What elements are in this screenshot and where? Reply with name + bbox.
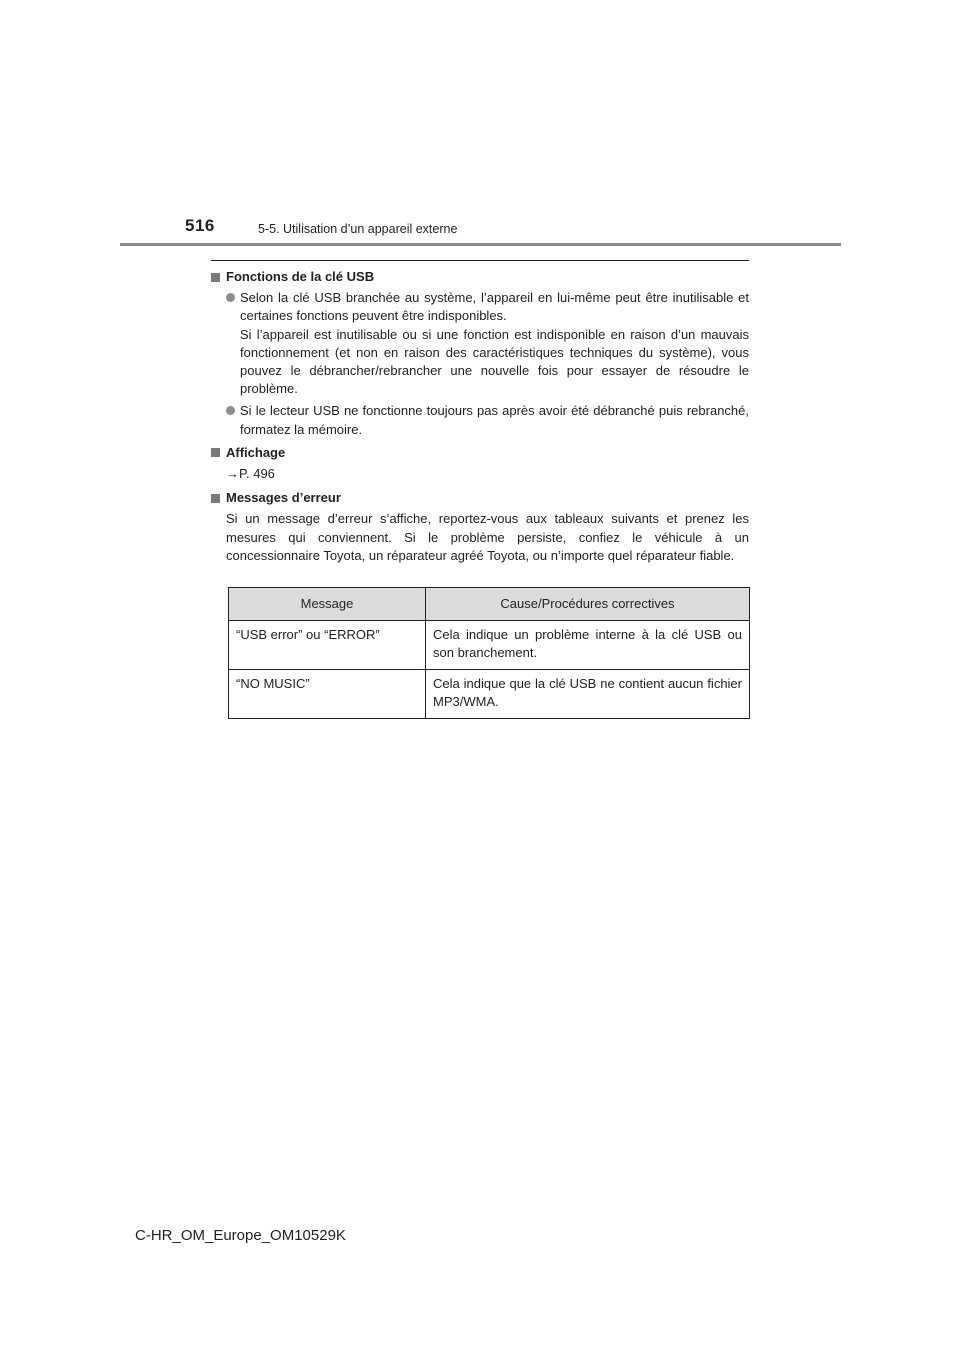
section-heading [211,489,749,507]
list-item [226,289,749,398]
page-number: 516 [185,216,215,235]
square-bullet-icon [211,273,220,282]
section-heading [211,444,749,462]
page-reference: →P. 496 [226,466,275,482]
heading-text: Messages d’erreur [226,490,341,506]
column-header: Message [229,588,426,621]
table-cell: “NO MUSIC” [229,670,426,719]
column-header: Cause/Procédures correctives [426,588,750,621]
heading-text: Fonctions de la clé USB [226,269,375,284]
main-content [211,260,749,570]
list-item [226,402,749,438]
header-divider [120,243,841,246]
section-usb-functions [211,268,749,439]
table-row [229,621,750,670]
paragraph: Selon la clé USB branchée au système, l’appareil en lui-même peut être inutilisable et certaines fonctions peuvent être indisponibles. [240,290,749,324]
heading-text: Affichage [226,444,286,460]
circle-bullet-icon [226,406,235,415]
section-error-messages [211,489,749,565]
square-bullet-icon [211,494,220,503]
section-heading [211,268,749,286]
paragraph: Si un message d’erreur s’affiche, reportez-vous aux tableaux suivants et prenez les mesures qui conviennent. Si le problème persiste, confiez le véhicule à un concessionnaire Toyota, un réparateur agréé Toyota, ou n’importe quel réparateur fiable. [226,511,749,563]
paragraph: Si l’appareil est inutilisable ou si une fonction est indisponible en raison d’un mauvais fonctionnement (et non en raison des caractéristiques techniques du système), vous pouvez le débrancher/rebrancher une nouvelle fois pour essayer de résoudre le problème. [240,326,749,397]
footer-doc-id: C-HR_OM_Europe_OM10529K [135,1227,346,1244]
table-header-row [229,588,750,621]
table-cell: Cela indique un problème interne à la clé USB ou son branchement. [426,621,750,670]
table-cell: Cela indique que la clé USB ne contient aucun fichier MP3/WMA. [426,670,750,719]
table-cell: “USB error” ou “ERROR” [229,621,426,670]
error-message-table [228,587,750,719]
table-row [229,670,750,719]
circle-bullet-icon [226,293,235,302]
square-bullet-icon [211,448,220,457]
paragraph: Si le lecteur USB ne fonctionne toujours pas après avoir été débranché puis rebranché, formatez la mémoire. [240,403,749,437]
section-title: 5-5. Utilisation d’un appareil externe [258,222,458,236]
section-display [211,444,749,483]
